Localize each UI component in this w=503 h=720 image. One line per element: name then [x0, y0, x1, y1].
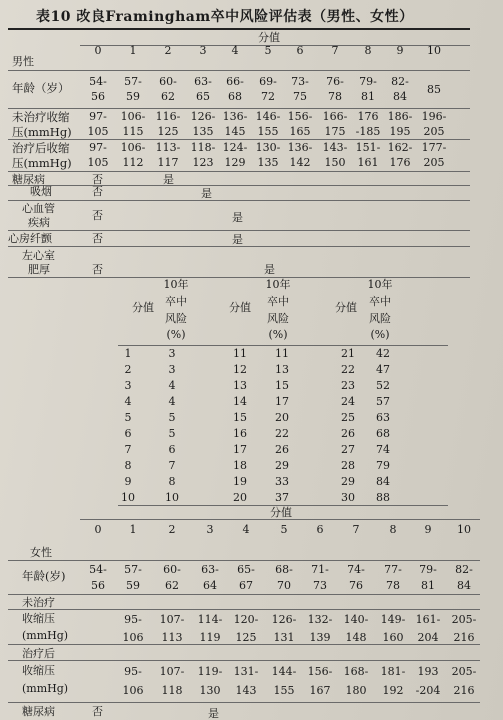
- female-untreated-label-2: 收缩压: [22, 612, 55, 625]
- female-point-6: 6: [316, 523, 324, 536]
- rule-after-male-treated: [8, 171, 470, 172]
- female-row1-cell-6-line2: 139: [309, 631, 331, 644]
- risk-row-2-col-0: 3: [124, 379, 132, 392]
- male-row2-cell-0-line2: 105: [87, 156, 109, 169]
- female-row2-cell-1-line1: 95-: [124, 665, 142, 678]
- male-row1-cell-1-line1: 106-: [120, 110, 146, 123]
- risk-row-0-col-2: 11: [233, 347, 247, 360]
- risk-row-9-col-1: 10: [165, 491, 179, 504]
- female-row0-cell-9-line2: 81: [421, 579, 435, 592]
- female-point-0: 0: [94, 523, 102, 536]
- factor-cvd-yes: 是: [232, 211, 243, 224]
- female-treated-label-1: 治疗后: [22, 647, 55, 660]
- rule-female-untreated-sub: [8, 609, 480, 610]
- male-row1-cell-4-line2: 145: [224, 125, 246, 138]
- risk-col-score-1: 分值: [229, 301, 251, 314]
- male-point-8: 8: [364, 44, 372, 57]
- male-row2-cell-2-line1: 113-: [155, 141, 181, 154]
- risk-col-risk-0-line0: 10年: [163, 278, 189, 291]
- female-untreated-label-3: (mmHg): [22, 629, 69, 642]
- rule-after-diabetes: [8, 185, 470, 186]
- male-row2-cell-5-line1: 130-: [255, 141, 281, 154]
- female-row0-cell-10-line2: 84: [457, 579, 471, 592]
- male-row2-cell-4-line2: 129: [224, 156, 246, 169]
- rule-after-female-treated: [8, 702, 480, 703]
- female-row1-cell-5-line1: 126-: [271, 613, 297, 626]
- factor-diabetes-no: 否: [92, 173, 103, 186]
- male-row1-cell-9-line1: 186-: [387, 110, 413, 123]
- risk-row-6-col-3: 26: [275, 443, 289, 456]
- risk-col-score-2: 分值: [335, 301, 357, 314]
- male-row0-cell-6-line1: 73-: [291, 75, 309, 88]
- risk-row-9-col-0: 10: [121, 491, 135, 504]
- male-row0-cell-8-line1: 79-: [359, 75, 377, 88]
- male-row1-cell-10-line1: 196-: [421, 110, 447, 123]
- female-row1-cell-7-line1: 140-: [343, 613, 369, 626]
- risk-row-7-col-2: 18: [233, 459, 247, 472]
- female-point-1: 1: [129, 523, 137, 536]
- male-row2-cell-0-line1: 97-: [89, 141, 107, 154]
- risk-row-4-col-5: 63: [376, 411, 390, 424]
- female-row2-cell-8-line2: 192: [382, 684, 404, 697]
- female-row1-cell-8-line2: 160: [382, 631, 404, 644]
- risk-col-risk-0-line2: 风险: [165, 312, 187, 325]
- factor-lvh-label-2: 肥厚: [28, 263, 50, 276]
- female-row1-cell-1-line2: 106: [122, 631, 144, 644]
- female-row0-cell-8-line2: 78: [386, 579, 400, 592]
- male-row0-cell-1-line2: 59: [126, 90, 140, 103]
- male-row1-cell-7-line2: 175: [324, 125, 346, 138]
- risk-row-5-col-2: 16: [233, 427, 247, 440]
- female-row0-cell-5-line2: 70: [277, 579, 291, 592]
- male-row2-cell-2-line2: 117: [157, 156, 179, 169]
- table-title: 表10 改良Framingham卒中风险评估表（男性、女性）: [36, 9, 414, 25]
- female-score-header: 分值: [270, 506, 292, 519]
- risk-row-4-col-1: 5: [168, 411, 176, 424]
- risk-row-8-col-4: 29: [341, 475, 355, 488]
- risk-row-8-col-5: 84: [376, 475, 390, 488]
- risk-row-1-col-1: 3: [168, 363, 176, 376]
- male-row1-cell-3-line1: 126-: [190, 110, 216, 123]
- female-point-3: 3: [206, 523, 214, 536]
- male-treated-label-1: 治疗后收缩: [12, 141, 70, 155]
- female-row1-cell-4-line1: 120-: [233, 613, 259, 626]
- female-row1-cell-2-line2: 113: [161, 631, 183, 644]
- female-row0-cell-1-line2: 59: [126, 579, 140, 592]
- risk-row-0-col-4: 21: [341, 347, 355, 360]
- female-row2-cell-9-line2: -204: [415, 684, 441, 697]
- risk-row-7-col-3: 29: [275, 459, 289, 472]
- risk-row-5-col-1: 5: [168, 427, 176, 440]
- male-row0-cell-7-line1: 76-: [326, 75, 344, 88]
- risk-col-risk-2-line1: 卒中: [369, 295, 391, 308]
- factor-diabetes-yes: 是: [163, 173, 174, 186]
- female-point-5: 5: [280, 523, 288, 536]
- female-row2-cell-1-line2: 106: [122, 684, 144, 697]
- female-row0-cell-3-line1: 63-: [201, 563, 219, 576]
- female-diabetes-no: 否: [92, 705, 103, 718]
- risk-row-3-col-0: 4: [124, 395, 132, 408]
- female-treated-label-2: 收缩压: [22, 664, 55, 677]
- risk-row-7-col-0: 8: [124, 459, 132, 472]
- male-row2-cell-6-line2: 142: [289, 156, 311, 169]
- risk-row-4-col-0: 5: [124, 411, 132, 424]
- male-row0-cell-2-line1: 60-: [159, 75, 177, 88]
- factor-af-label: 心房纤颤: [8, 232, 52, 245]
- risk-col-risk-1-line0: 10年: [265, 278, 291, 291]
- rule-before-risk-table: [8, 277, 470, 278]
- female-row0-cell-3-line2: 64: [203, 579, 217, 592]
- male-row0-cell-3-line2: 65: [196, 90, 210, 103]
- male-row0-cell-5-line2: 72: [261, 90, 275, 103]
- male-row0-cell-2-line2: 62: [161, 90, 175, 103]
- rule-after-af: [8, 246, 470, 247]
- male-point-2: 2: [164, 44, 172, 57]
- rule-after-male-label: [8, 70, 470, 71]
- female-row2-cell-5-line1: 144-: [271, 665, 297, 678]
- female-row2-cell-8-line1: 181-: [380, 665, 406, 678]
- risk-col-score-0: 分值: [132, 301, 154, 314]
- female-row2-cell-7-line1: 168-: [343, 665, 369, 678]
- male-row0-cell-8-line2: 81: [361, 90, 375, 103]
- male-row2-cell-9-line2: 176: [389, 156, 411, 169]
- male-point-7: 7: [331, 44, 339, 57]
- risk-row-9-col-5: 88: [376, 491, 390, 504]
- risk-row-2-col-5: 52: [376, 379, 390, 392]
- male-row1-cell-5-line1: 146-: [255, 110, 281, 123]
- rule-female-score-underline: [80, 519, 480, 520]
- female-point-4: 4: [242, 523, 250, 536]
- risk-row-2-col-4: 23: [341, 379, 355, 392]
- factor-lvh-no: 否: [92, 263, 103, 276]
- male-row0-cell-0-line1: 54-: [89, 75, 107, 88]
- female-row2-cell-7-line2: 180: [345, 684, 367, 697]
- male-row1-cell-6-line2: 165: [289, 125, 311, 138]
- risk-row-1-col-0: 2: [124, 363, 132, 376]
- male-point-0: 0: [94, 44, 102, 57]
- female-section-label: 女性: [30, 546, 52, 559]
- female-row2-cell-2-line2: 118: [161, 684, 183, 697]
- risk-row-3-col-2: 14: [233, 395, 247, 408]
- male-row1-cell-1-line2: 115: [122, 125, 144, 138]
- male-row1-cell-0-line2: 105: [87, 125, 109, 138]
- female-row1-cell-5-line2: 131: [273, 631, 295, 644]
- rule-after-female-label: [8, 560, 480, 561]
- male-row0-cell-4-line2: 68: [228, 90, 242, 103]
- male-row2-cell-7-line1: 143-: [322, 141, 348, 154]
- male-row1-cell-8-line1: 176: [357, 110, 379, 123]
- factor-cvd-label-2: 疾病: [28, 216, 50, 229]
- female-age-label: 年龄(岁): [22, 569, 66, 583]
- male-row0-cell-3-line1: 63-: [194, 75, 212, 88]
- risk-row-7-col-4: 28: [341, 459, 355, 472]
- risk-row-6-col-2: 17: [233, 443, 247, 456]
- female-row0-cell-6-line1: 71-: [311, 563, 329, 576]
- risk-row-0-col-1: 3: [168, 347, 176, 360]
- risk-row-8-col-0: 9: [124, 475, 132, 488]
- risk-row-0-col-0: 1: [124, 347, 132, 360]
- female-row1-cell-1-line1: 95-: [124, 613, 142, 626]
- rule-top: [8, 28, 470, 30]
- female-untreated-label-1: 未治疗: [22, 596, 55, 609]
- male-row2-cell-5-line2: 135: [257, 156, 279, 169]
- rule-after-female-untreated: [8, 644, 480, 645]
- risk-col-risk-2-line3: (%): [370, 328, 390, 341]
- factor-smoking-yes: 是: [201, 187, 212, 200]
- risk-row-1-col-5: 47: [376, 363, 390, 376]
- male-point-4: 4: [231, 44, 239, 57]
- female-row0-cell-2-line1: 60-: [163, 563, 181, 576]
- risk-row-6-col-0: 7: [124, 443, 132, 456]
- male-row2-cell-7-line2: 150: [324, 156, 346, 169]
- rule-risk-header: [118, 345, 448, 346]
- risk-row-5-col-5: 68: [376, 427, 390, 440]
- female-row0-cell-1-line1: 57-: [124, 563, 142, 576]
- male-row2-cell-3-line2: 123: [192, 156, 214, 169]
- risk-row-3-col-5: 57: [376, 395, 390, 408]
- female-row2-cell-4-line1: 131-: [233, 665, 259, 678]
- female-row0-cell-6-line2: 73: [313, 579, 327, 592]
- risk-row-3-col-3: 17: [275, 395, 289, 408]
- male-row0-cell-7-line2: 78: [328, 90, 342, 103]
- risk-row-6-col-5: 74: [376, 443, 390, 456]
- male-row1-cell-10-line2: 205: [423, 125, 445, 138]
- risk-col-risk-0-line1: 卒中: [165, 295, 187, 308]
- male-point-5: 5: [264, 44, 272, 57]
- female-row1-cell-9-line1: 161-: [415, 613, 441, 626]
- male-untreated-label-2: 压(mmHg): [12, 125, 72, 139]
- male-point-10: 10: [427, 44, 441, 57]
- female-row1-cell-4-line2: 125: [235, 631, 257, 644]
- female-row0-cell-5-line1: 68-: [275, 563, 293, 576]
- female-row1-cell-7-line2: 148: [345, 631, 367, 644]
- risk-col-risk-2-line0: 10年: [367, 278, 393, 291]
- rule-after-smoking: [8, 200, 470, 201]
- female-diabetes-yes: 是: [208, 707, 219, 720]
- male-row0-cell-5-line1: 69-: [259, 75, 277, 88]
- male-row0-cell-10-line1: 85: [427, 83, 441, 96]
- male-row0-cell-1-line1: 57-: [124, 75, 142, 88]
- female-treated-label-3: (mmHg): [22, 682, 69, 695]
- male-row0-cell-4-line1: 66-: [226, 75, 244, 88]
- female-row1-cell-10-line2: 216: [453, 631, 475, 644]
- male-row2-cell-8-line2: 161: [357, 156, 379, 169]
- female-row0-cell-0-line1: 54-: [89, 563, 107, 576]
- risk-col-risk-2-line2: 风险: [369, 312, 391, 325]
- risk-row-5-col-4: 26: [341, 427, 355, 440]
- male-row1-cell-2-line2: 125: [157, 125, 179, 138]
- rule-after-male-age: [8, 108, 470, 109]
- male-row1-cell-4-line1: 136-: [222, 110, 248, 123]
- risk-row-9-col-2: 20: [233, 491, 247, 504]
- risk-row-9-col-3: 37: [275, 491, 289, 504]
- female-diabetes-label: 糖尿病: [22, 705, 55, 718]
- rule-after-female-age: [8, 594, 480, 595]
- male-row0-cell-0-line2: 56: [91, 90, 105, 103]
- male-row0-cell-9-line1: 82-: [391, 75, 409, 88]
- female-row2-cell-3-line1: 119-: [197, 665, 223, 678]
- factor-lvh-label: 左心室: [22, 249, 55, 262]
- risk-row-0-col-3: 11: [275, 347, 289, 360]
- female-row0-cell-7-line2: 76: [349, 579, 363, 592]
- risk-row-6-col-1: 6: [168, 443, 176, 456]
- risk-row-2-col-3: 15: [275, 379, 289, 392]
- female-row0-cell-9-line1: 79-: [419, 563, 437, 576]
- female-point-10: 10: [457, 523, 471, 536]
- female-row2-cell-6-line2: 167: [309, 684, 331, 697]
- female-row2-cell-4-line2: 143: [235, 684, 257, 697]
- female-row2-cell-10-line1: 205-: [451, 665, 477, 678]
- male-untreated-label-1: 未治疗收缩: [12, 110, 70, 124]
- risk-row-4-col-4: 25: [341, 411, 355, 424]
- male-row1-cell-0-line1: 97-: [89, 110, 107, 123]
- factor-cvd-no: 否: [92, 209, 103, 222]
- factor-af-yes: 是: [232, 233, 243, 246]
- female-point-2: 2: [168, 523, 176, 536]
- male-point-9: 9: [396, 44, 404, 57]
- male-row0-cell-6-line2: 75: [293, 90, 307, 103]
- male-row1-cell-8-line2: -185: [355, 125, 381, 138]
- female-point-7: 7: [352, 523, 360, 536]
- female-row2-cell-10-line2: 216: [453, 684, 475, 697]
- risk-row-3-col-4: 24: [341, 395, 355, 408]
- male-row2-cell-6-line1: 136-: [287, 141, 313, 154]
- factor-diabetes-label: 糖尿病: [12, 173, 45, 186]
- factor-lvh-yes: 是: [264, 263, 275, 276]
- male-score-header: 分值: [258, 31, 280, 44]
- male-row2-cell-9-line1: 162-: [387, 141, 413, 154]
- risk-row-4-col-3: 20: [275, 411, 289, 424]
- female-row0-cell-2-line2: 62: [165, 579, 179, 592]
- factor-af-no: 否: [92, 232, 103, 245]
- risk-row-1-col-4: 22: [341, 363, 355, 376]
- risk-row-2-col-1: 4: [168, 379, 176, 392]
- female-row1-cell-2-line1: 107-: [159, 613, 185, 626]
- risk-col-risk-1-line1: 卒中: [267, 295, 289, 308]
- female-row1-cell-8-line1: 149-: [380, 613, 406, 626]
- male-row2-cell-1-line1: 106-: [120, 141, 146, 154]
- male-row1-cell-6-line1: 156-: [287, 110, 313, 123]
- female-row2-cell-2-line1: 107-: [159, 665, 185, 678]
- female-row0-cell-7-line1: 74-: [347, 563, 365, 576]
- female-row2-cell-3-line2: 130: [199, 684, 221, 697]
- risk-row-9-col-4: 30: [341, 491, 355, 504]
- female-point-9: 9: [424, 523, 432, 536]
- male-point-1: 1: [129, 44, 137, 57]
- risk-row-2-col-2: 13: [233, 379, 247, 392]
- female-row0-cell-4-line2: 67: [239, 579, 253, 592]
- male-row1-cell-5-line2: 155: [257, 125, 279, 138]
- male-treated-label-2: 压(mmHg): [12, 156, 72, 170]
- female-row1-cell-3-line1: 114-: [197, 613, 223, 626]
- male-row2-cell-8-line1: 151-: [355, 141, 381, 154]
- risk-row-6-col-4: 27: [341, 443, 355, 456]
- risk-col-risk-1-line2: 风险: [267, 312, 289, 325]
- female-row0-cell-8-line1: 77-: [384, 563, 402, 576]
- male-row2-cell-3-line1: 118-: [190, 141, 216, 154]
- risk-row-7-col-5: 79: [376, 459, 390, 472]
- male-row2-cell-1-line2: 112: [122, 156, 144, 169]
- risk-col-risk-0-line3: (%): [166, 328, 186, 341]
- female-row1-cell-9-line2: 204: [417, 631, 439, 644]
- male-point-3: 3: [199, 44, 207, 57]
- female-row2-cell-5-line2: 155: [273, 684, 295, 697]
- risk-row-0-col-5: 42: [376, 347, 390, 360]
- risk-row-5-col-3: 22: [275, 427, 289, 440]
- female-row1-cell-3-line2: 119: [199, 631, 221, 644]
- female-row0-cell-0-line2: 56: [91, 579, 105, 592]
- factor-smoking-label: 吸烟: [30, 185, 52, 198]
- risk-row-4-col-2: 15: [233, 411, 247, 424]
- male-row1-cell-9-line2: 195: [389, 125, 411, 138]
- male-row2-cell-10-line2: 205: [423, 156, 445, 169]
- risk-row-1-col-3: 13: [275, 363, 289, 376]
- female-row0-cell-4-line1: 65-: [237, 563, 255, 576]
- risk-row-8-col-2: 19: [233, 475, 247, 488]
- rule-after-male-untreated: [8, 139, 470, 140]
- male-row1-cell-2-line1: 116-: [155, 110, 181, 123]
- risk-row-8-col-1: 8: [168, 475, 176, 488]
- risk-row-5-col-0: 6: [124, 427, 132, 440]
- risk-row-1-col-2: 12: [233, 363, 247, 376]
- male-row1-cell-3-line2: 135: [192, 125, 214, 138]
- male-row1-cell-7-line1: 166-: [322, 110, 348, 123]
- female-point-8: 8: [389, 523, 397, 536]
- female-row2-cell-6-line1: 156-: [307, 665, 333, 678]
- male-age-label: 年龄（岁）: [12, 81, 70, 95]
- factor-cvd-label: 心血管: [22, 202, 55, 215]
- female-row0-cell-10-line1: 82-: [455, 563, 473, 576]
- male-row0-cell-9-line2: 84: [393, 90, 407, 103]
- risk-col-risk-1-line3: (%): [268, 328, 288, 341]
- male-row2-cell-10-line1: 177-: [421, 141, 447, 154]
- risk-row-3-col-1: 4: [168, 395, 176, 408]
- female-row2-cell-9-line1: 193: [417, 665, 439, 678]
- risk-row-8-col-3: 33: [275, 475, 289, 488]
- rule-after-cvd: [8, 230, 470, 231]
- male-section-label: 男性: [12, 55, 34, 68]
- female-row1-cell-10-line1: 205-: [451, 613, 477, 626]
- male-point-6: 6: [296, 44, 304, 57]
- male-row2-cell-4-line1: 124-: [222, 141, 248, 154]
- risk-row-7-col-1: 7: [168, 459, 176, 472]
- factor-smoking-no: 否: [92, 185, 103, 198]
- rule-female-treated-sub: [8, 660, 480, 661]
- female-row1-cell-6-line1: 132-: [307, 613, 333, 626]
